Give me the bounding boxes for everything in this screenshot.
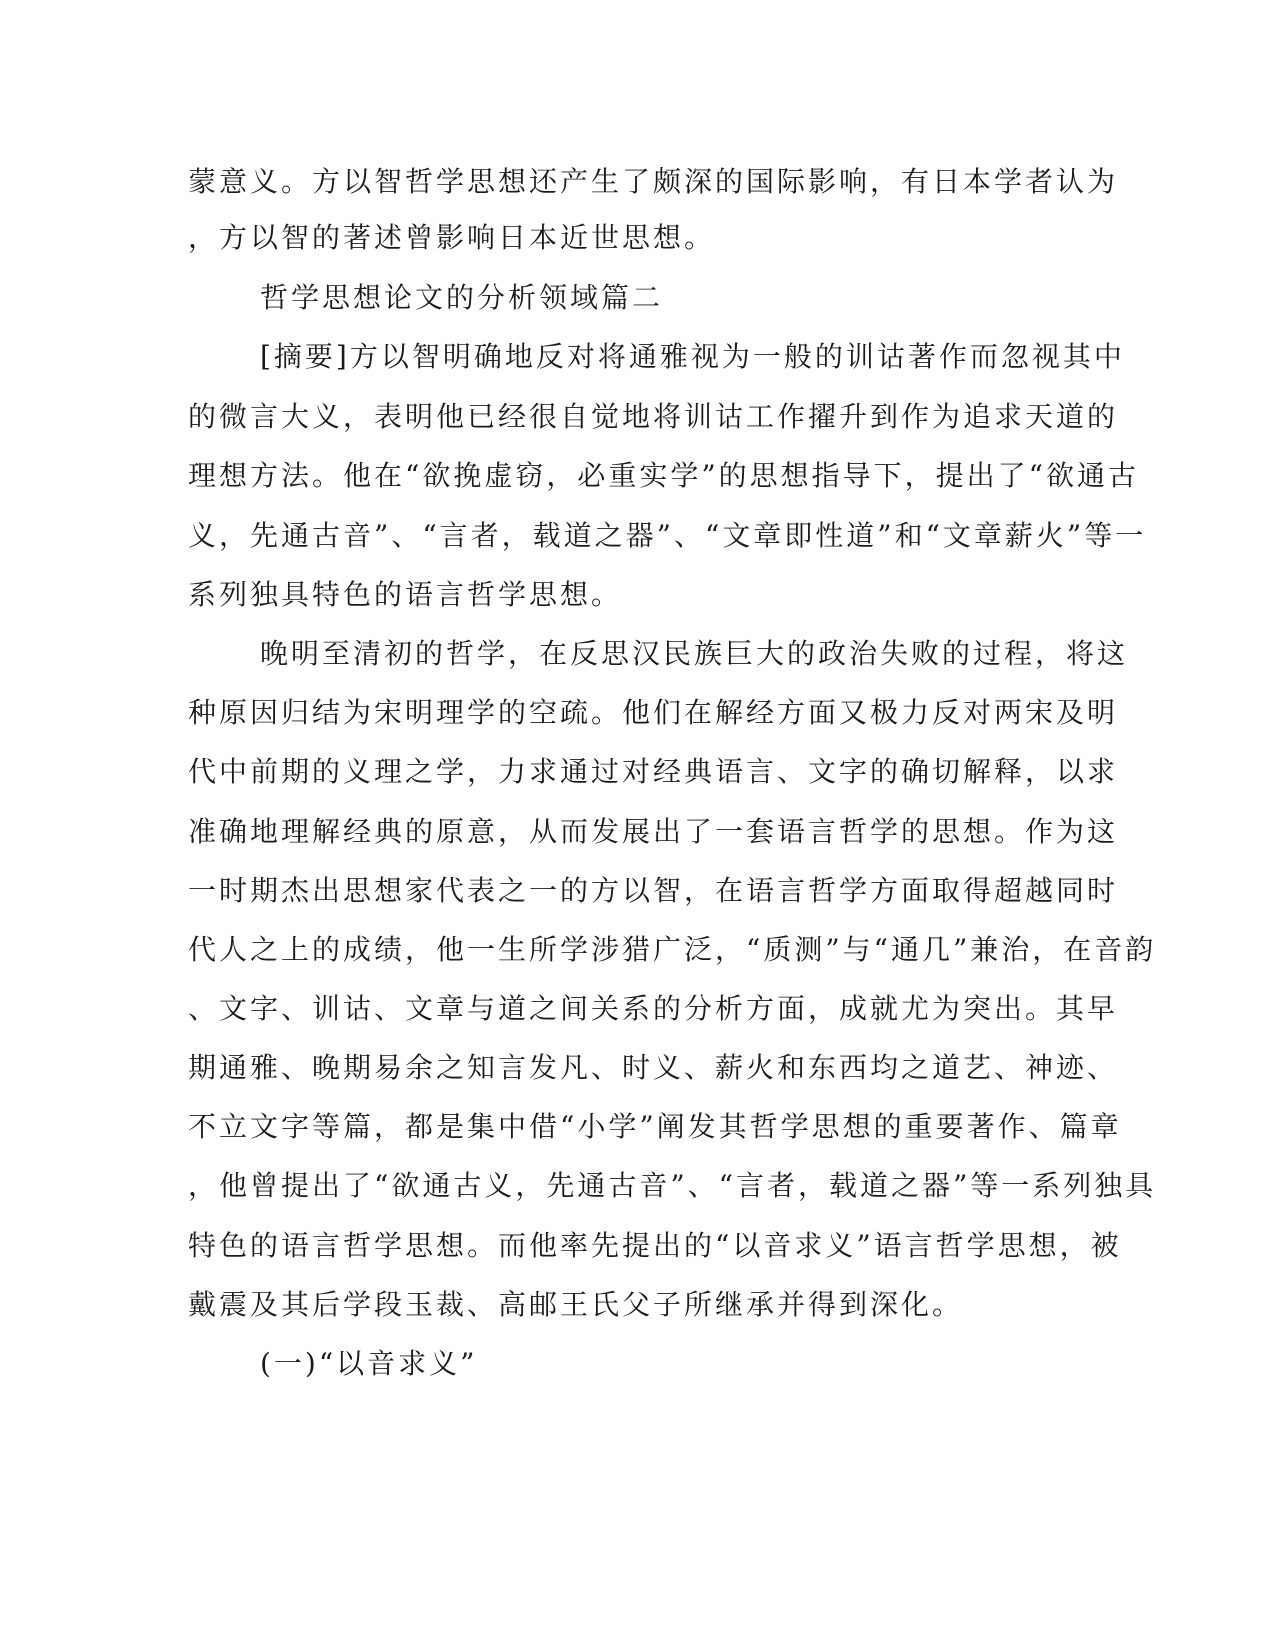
- abstract-line-4: 义，先通古音”、“言者，载道之器”、“文章即性道”和“文章薪火”等一: [188, 519, 1147, 552]
- body-line-8: 期通雅、晚期易余之知言发凡、时义、薪火和东西均之道艺、神迹、: [188, 1051, 1119, 1084]
- body-line-10: ，他曾提出了“欲通古义，先通古音”、“言者，载道之器”等一系列独具: [188, 1169, 1157, 1202]
- body-line-1: 晚明至清初的哲学，在反思汉民族巨大的政治失败的过程，将这: [260, 637, 1129, 670]
- body-line-2: 种原因归结为宋明理学的空疏。他们在解经方面又极力反对两宋及明: [188, 696, 1119, 729]
- body-line-12: 戴震及其后学段玉裁、高邮王氏父子所继承并得到深化。: [188, 1288, 964, 1321]
- subsection-heading: (一)“以音求义”: [260, 1347, 478, 1380]
- body-line-5: 一时期杰出思想家代表之一的方以智，在语言哲学方面取得超越同时: [188, 874, 1119, 907]
- abstract-line-1: [摘要]方以智明确地反对将通雅视为一般的训诂著作而忽视其中: [260, 340, 1125, 373]
- text-line-2: ，方以智的著述曾影响日本近世思想。: [188, 221, 716, 254]
- body-line-3: 代中前期的义理之学，力求通过对经典语言、文字的确切解释，以求: [188, 755, 1119, 788]
- abstract-line-2: 的微言大义，表明他已经很自觉地将训诂工作擢升到作为追求天道的: [188, 400, 1119, 433]
- body-line-7: 、文字、训诂、文章与道之间关系的分析方面，成就尤为突出。其早: [188, 992, 1119, 1025]
- section-heading: 哲学思想论文的分析领域篇二: [260, 281, 664, 314]
- body-line-9: 不立文字等篇，都是集中借“小学”阐发其哲学思想的重要著作、篇章: [188, 1110, 1122, 1143]
- body-line-6: 代人之上的成绩，他一生所学涉猎广泛，“质测”与“通几”兼治，在音韵: [188, 933, 1157, 966]
- body-line-11: 特色的语言哲学思想。而他率先提出的“以音求义”语言哲学思想，被: [188, 1229, 1122, 1262]
- abstract-line-5: 系列独具特色的语言哲学思想。: [188, 578, 623, 611]
- text-line-1: 蒙意义。方以智哲学思想还产生了颇深的国际影响，有日本学者认为: [188, 165, 1119, 198]
- body-line-4: 准确地理解经典的原意，从而发展出了一套语言哲学的思想。作为这: [188, 815, 1119, 848]
- abstract-line-3: 理想方法。他在“欲挽虚窃，必重实学”的思想指导下，提出了“欲通古: [188, 459, 1139, 492]
